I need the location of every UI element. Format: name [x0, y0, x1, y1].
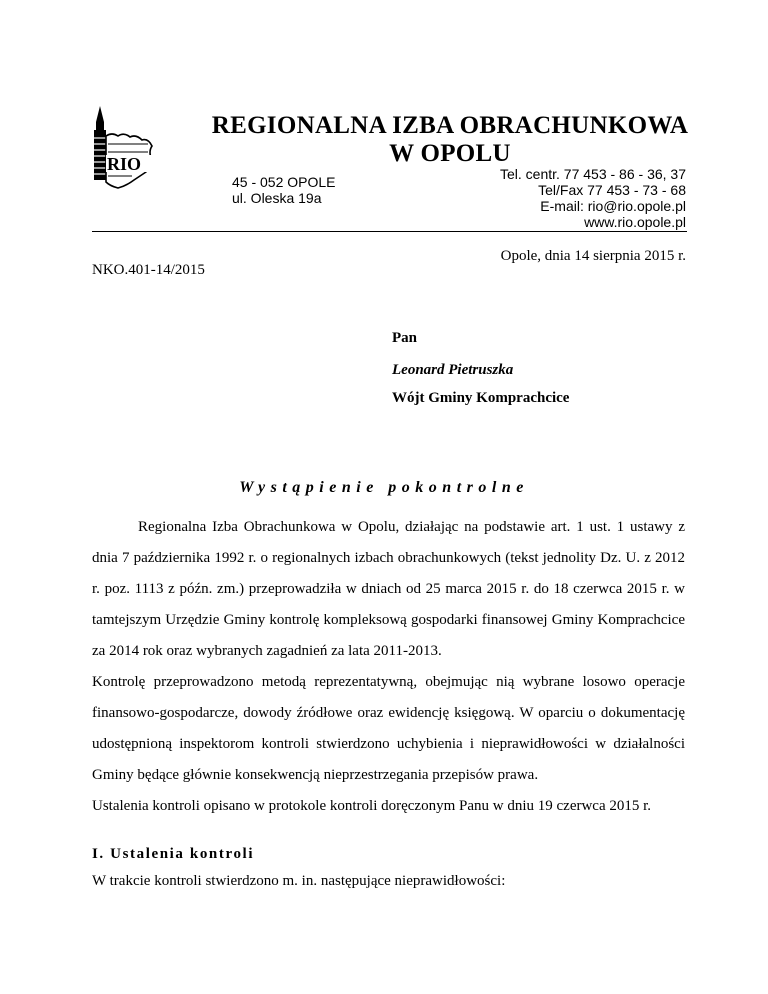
paragraph-3: Ustalenia kontroli opisano w protokole kontroli doręczonym Panu w dniu 19 czerwca 2015 r.	[92, 798, 652, 814]
reference-number: NKO.401-14/2015	[92, 262, 205, 278]
addressee-salutation: Pan	[392, 330, 418, 346]
paragraph-2: Kontrolę przeprowadzono metodą reprezentatywną, obejmując nią wybrane losowo operacje finansowo-gospodarcze, dowody źródłowe oraz ewidencję księgową. W oparciu o dokumentację udostępnioną inspektorom kontroli stwierdzono uchybienia i nieprawidłowości w działalności Gminy będące głównie konsekwencją nieprzestrzegania przepisów prawa.	[92, 674, 685, 783]
place-date: Opole, dnia 14 sierpnia 2015 r.	[500, 248, 686, 264]
addressee-name: Leonard Pietruszka	[392, 362, 514, 378]
contact-fax: Tel/Fax 77 453 - 73 - 68	[538, 182, 686, 198]
addressee-position: Wójt Gminy Komprachcice	[392, 390, 570, 406]
contact-website: www.rio.opole.pl	[584, 214, 686, 230]
paragraph-1: Regionalna Izba Obrachunkowa w Opolu, działając na podstawie art. 1 ust. 1 ustawy z dnia 7 października 1992 r. o regionalnych izbach obrachunkowych (tekst jednolity Dz. U. z 2012 r. poz. 1113 z późn. zm.) przeprowadziła w dniach od 25 marca 2015 r. do 18 czerwca 2015 r. w tamtejszym Urzędzie Gminy kontrolę kompleksową gospodarki finansowej Gminy Komprachcice za 2014 rok oraz wybranych zagadnień za lata 2011-2013.	[92, 519, 685, 659]
header-divider	[92, 231, 687, 232]
institution-name-line1: REGIONALNA IZBA OBRACHUNKOWA	[211, 112, 689, 139]
address-postcode: 45 - 052 OPOLE	[232, 174, 336, 190]
section-intro: W trakcie kontroli stwierdzono m. in. następujące nieprawidłowości:	[92, 873, 506, 889]
document-body	[92, 512, 685, 822]
contact-email: E-mail: rio@rio.opole.pl	[540, 198, 686, 214]
section-title: I. Ustalenia kontroli	[92, 846, 255, 862]
contact-phone: Tel. centr. 77 453 - 86 - 36, 37	[499, 166, 686, 182]
document-heading: Wystąpienie pokontrolne	[239, 479, 529, 496]
address-street: ul. Oleska 19a	[232, 190, 322, 206]
logo-text: RIO	[107, 154, 142, 174]
institution-name-line2: W OPOLU	[389, 140, 511, 167]
